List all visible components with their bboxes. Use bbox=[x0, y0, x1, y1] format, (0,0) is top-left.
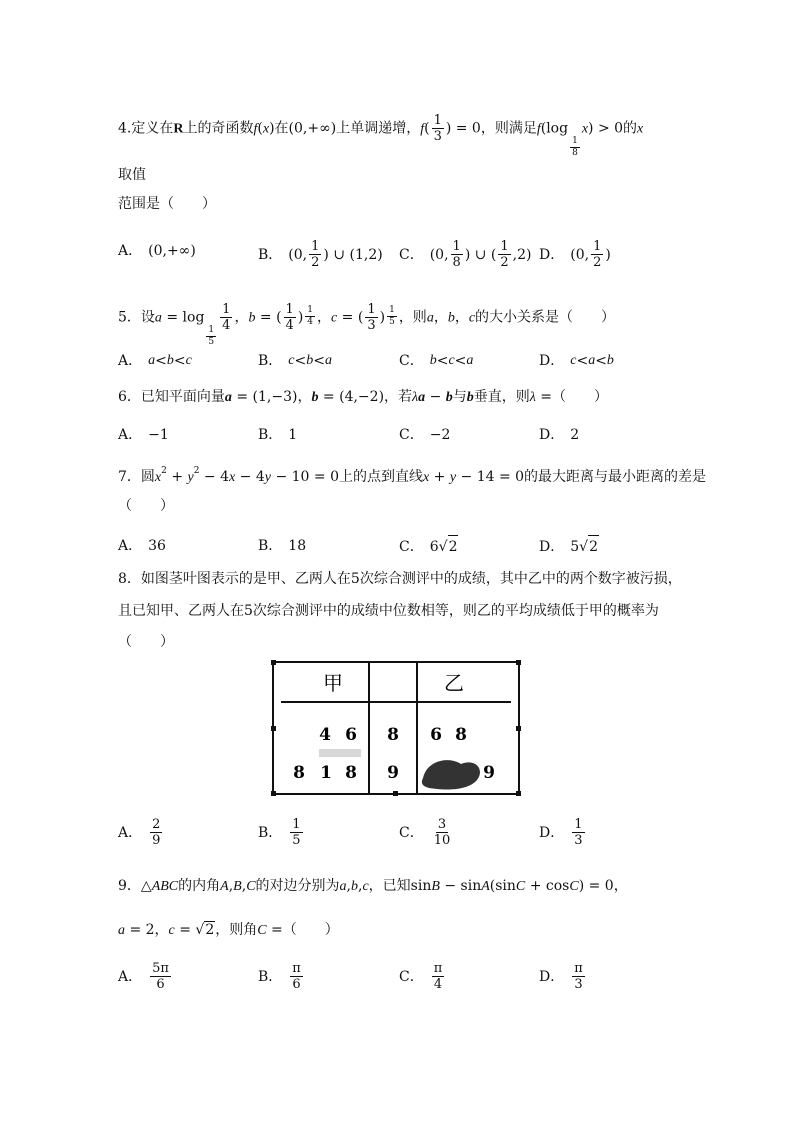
right-leaf: 6 bbox=[430, 725, 442, 745]
q5-option-b[interactable]: B． c < b < a bbox=[258, 353, 332, 369]
q7-option-c[interactable]: C． 6 √ 2 bbox=[399, 535, 458, 558]
q4-option-c[interactable]: C． (0, $\frac{1}{8}$ ) ∪ ( $\frac{1}{2}$ ,2) bbox=[399, 239, 532, 270]
handle-mr bbox=[516, 726, 521, 731]
q9-line1: 9．△ABC的内角A,B,C的对边分别为a,b,c，已知sinB − sinA(sinC + cosC) = 0， bbox=[118, 878, 628, 894]
handle-br bbox=[516, 791, 521, 796]
q4-option-d[interactable]: D． (0, $\frac{1}{2}$ ) bbox=[539, 239, 611, 270]
q6-options bbox=[118, 424, 678, 464]
q4-options bbox=[118, 240, 678, 280]
q5-line: 5．设a = log $\frac{1}{5}$ $\frac{1}{4}$ ，b = ( $\frac{1}{4}$ ) $\frac{1}{4}$ ，c = ( $\frac{1}{3}$ ) $\frac{1}{5}$ ，则a，b，c的大小关系是（ ） bbox=[118, 302, 616, 347]
right-leaf: 9 bbox=[483, 763, 495, 783]
q4-line2: 取值 bbox=[118, 167, 146, 183]
q4-line1: 4.定义在R上的奇函数f(x)在(0,+∞)上单调递增，f( $\frac{1}{3}$ ) = 0，则满足f(log $\frac{1}{8}$ x) > 0的x bbox=[118, 113, 644, 158]
q8-option-d[interactable]: D． $\frac{1}{3}$ bbox=[539, 817, 583, 848]
q9-option-b[interactable]: B． $\frac{\pi}{6}$ bbox=[258, 961, 301, 992]
q7-option-a[interactable]: A． 36 bbox=[118, 538, 166, 554]
q5-options bbox=[118, 350, 678, 390]
q8-answer-paren: （ ） bbox=[118, 634, 174, 650]
left-leaf: 6 bbox=[345, 725, 357, 745]
sqrt-icon: √ bbox=[579, 538, 589, 555]
header-yi: 乙 bbox=[444, 671, 464, 695]
q4-option-a[interactable]: A． (0,+∞) bbox=[118, 243, 196, 259]
stem-value: 9 bbox=[387, 763, 399, 783]
q8-line2: 且已知甲、乙两人在5次综合测评中的成绩中位数相等，则乙的平均成绩低于甲的概率为 bbox=[118, 603, 659, 619]
handle-bm bbox=[393, 791, 398, 796]
left-leaf: 8 bbox=[293, 763, 305, 783]
q6-line: 6．已知平面向量a = (1,−3)，b = (4,−2)，若λa − b与b垂直，则λ =（ ） bbox=[118, 389, 609, 405]
left-leaf: 4 bbox=[319, 725, 331, 745]
q9-line2: a = 2，c = √2，则角C =（ ） bbox=[118, 922, 339, 938]
blur-smudge bbox=[319, 749, 361, 757]
q4-option-b[interactable]: B． (0, $\frac{1}{2}$ ) ∪ (1,2) bbox=[258, 239, 383, 270]
q9-option-a[interactable]: A． $\frac{5\pi}{6}$ bbox=[118, 961, 169, 992]
q8-options bbox=[118, 818, 678, 862]
q4-fraction-one-third: $\frac{1}{3}$ bbox=[433, 113, 442, 144]
q9-option-c[interactable]: C． $\frac{\pi}{4}$ bbox=[399, 961, 443, 992]
q7-line: 7．圆$x^2 + y^2 - 4x - 4y - 10 = 0$上的点到直线x + y − 14 = 0的最大距离与最小距离的差是 bbox=[118, 466, 707, 485]
q5-option-d[interactable]: D． c < a < b bbox=[539, 353, 614, 369]
left-leaf: 8 bbox=[345, 763, 357, 783]
q4-line3: 范围是（ ） bbox=[118, 196, 216, 212]
q9-options bbox=[118, 962, 678, 1006]
q9-option-d[interactable]: D． $\frac{\pi}{3}$ bbox=[539, 961, 583, 992]
stem-leaf-figure bbox=[271, 660, 521, 796]
q7-option-b[interactable]: B． 18 bbox=[258, 538, 307, 554]
q5-option-c[interactable]: C． b < c < a bbox=[399, 353, 474, 369]
q6-option-c[interactable]: C． −2 bbox=[399, 427, 451, 443]
q5-option-a[interactable]: A． a < b < c bbox=[118, 353, 192, 369]
q7-option-d[interactable]: D． 5 √ 2 bbox=[539, 535, 599, 558]
q4-log-base: $\frac{1}{8}$ bbox=[572, 135, 578, 158]
sqrt-icon: √ bbox=[438, 538, 448, 555]
q6-option-d[interactable]: D． 2 bbox=[539, 427, 580, 443]
q8-option-a[interactable]: A． $\frac{2}{9}$ bbox=[118, 817, 161, 848]
right-leaf: 8 bbox=[455, 725, 467, 745]
q8-line1: 8．如图茎叶图表示的是甲、乙两人在5次综合测评中的成绩，其中乙中的两个数字被污损， bbox=[118, 571, 682, 587]
handle-bl bbox=[271, 791, 276, 796]
handle-tl bbox=[271, 660, 276, 665]
q7-answer-paren: （ ） bbox=[118, 498, 174, 514]
header-jia: 甲 bbox=[323, 671, 343, 695]
q6-option-a[interactable]: A． −1 bbox=[118, 427, 169, 443]
sqrt-icon: √ bbox=[195, 922, 205, 938]
q8-option-c[interactable]: C． $\frac{3}{10}$ bbox=[399, 817, 451, 848]
stem-value: 8 bbox=[387, 725, 399, 745]
handle-ml bbox=[271, 726, 276, 731]
q6-option-b[interactable]: B． 1 bbox=[258, 427, 298, 443]
handle-tr bbox=[516, 660, 521, 665]
q8-option-b[interactable]: B． $\frac{1}{5}$ bbox=[258, 817, 301, 848]
left-leaf: 1 bbox=[320, 763, 332, 783]
